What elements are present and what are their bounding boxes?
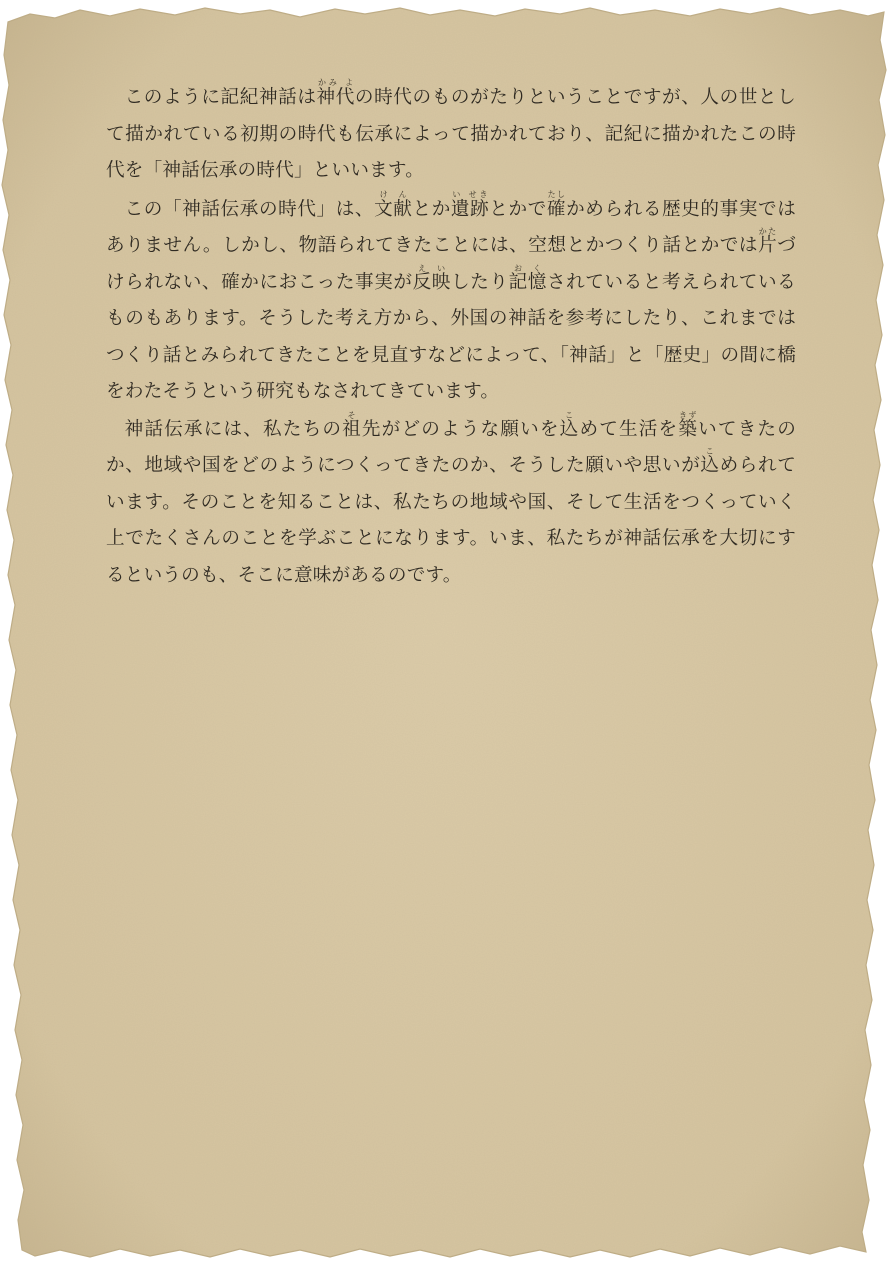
ruby-base: 築 <box>678 418 699 440</box>
text-run: この「神話伝承の時代」は、 <box>124 198 375 220</box>
ruby-base: 片 <box>758 235 778 256</box>
ruby-word <box>678 410 699 440</box>
ruby-reading: かみ よ <box>316 78 355 87</box>
text-run: したり <box>451 271 509 293</box>
text-run: いてきたのか、地域や国をどのようにつくってきたのか、そうした願いや思いが <box>106 418 796 476</box>
ruby-word <box>546 189 567 220</box>
ruby-reading: おく <box>508 263 547 273</box>
text-run: づけられない、確かにおこった事実が <box>106 235 797 293</box>
paragraph-2 <box>106 190 796 411</box>
ruby-word <box>342 410 362 440</box>
ruby-base: 込 <box>559 418 580 440</box>
ruby-base: 確 <box>546 198 567 220</box>
text-run: とか <box>412 198 451 220</box>
ruby-reading: こ <box>700 447 720 456</box>
ruby-word <box>700 447 720 476</box>
ruby-word <box>758 227 778 256</box>
ruby-reading: い せき <box>450 189 489 199</box>
ruby-word <box>450 189 490 220</box>
ruby-base: 記憶 <box>508 271 547 293</box>
ruby-reading: けん <box>374 189 413 199</box>
paragraph-1 <box>106 78 796 190</box>
ruby-word <box>412 263 451 293</box>
article-body <box>106 78 796 594</box>
ruby-reading: えい <box>412 263 451 273</box>
ruby-reading: こ <box>559 410 579 420</box>
ruby-word <box>559 410 580 440</box>
ruby-word <box>374 189 413 220</box>
ruby-base: 込 <box>700 455 720 476</box>
ruby-base: 文献 <box>374 198 413 220</box>
ruby-base: 遺跡 <box>450 198 490 220</box>
ruby-base: 祖 <box>342 418 362 440</box>
text-run: 先がどのような願いを <box>361 418 560 440</box>
text-run: の時代のものがたりということですが、人の世として描かれている初期の時代も伝承によって描かれており、記紀に描かれたこの時代を「神話伝承の時代」といいます。 <box>106 87 796 181</box>
ruby-reading: そ <box>342 410 361 420</box>
ruby-reading: きず <box>678 410 698 420</box>
ruby-base: 反映 <box>412 271 451 293</box>
ruby-reading: たし <box>546 189 566 199</box>
text-run: とかで <box>489 198 547 220</box>
text-run: このように記紀神話は <box>124 87 317 108</box>
text-run: めて生活を <box>579 418 679 440</box>
text-run: かめられる歴史的事実ではありません。しかし、物語られてきたことには、空想とかつくり話とかでは <box>106 198 796 256</box>
text-run: められています。そのことを知ることは、私たちの地域や国、そして生活をつくっていく上でたくさんのことを学ぶことになります。いま、私たちが神話伝承を大切にするというのも、そこに意味があるのです。 <box>106 455 796 586</box>
ruby-reading: かた <box>758 227 777 236</box>
paragraph-3 <box>106 411 796 595</box>
text-run: されていると考えられているものもあります。そうした考え方から、外国の神話を参考にしたり、これまではつくり話とみられてきたことを見直すなどによって、「神話」と「歴史」の間に橋をわたそうという研究もなされてきています。 <box>106 271 796 402</box>
text-run: 神話伝承には、私たちの <box>124 418 343 440</box>
ruby-word <box>316 78 355 108</box>
ruby-base: 神代 <box>316 87 355 108</box>
ruby-word <box>508 263 547 293</box>
